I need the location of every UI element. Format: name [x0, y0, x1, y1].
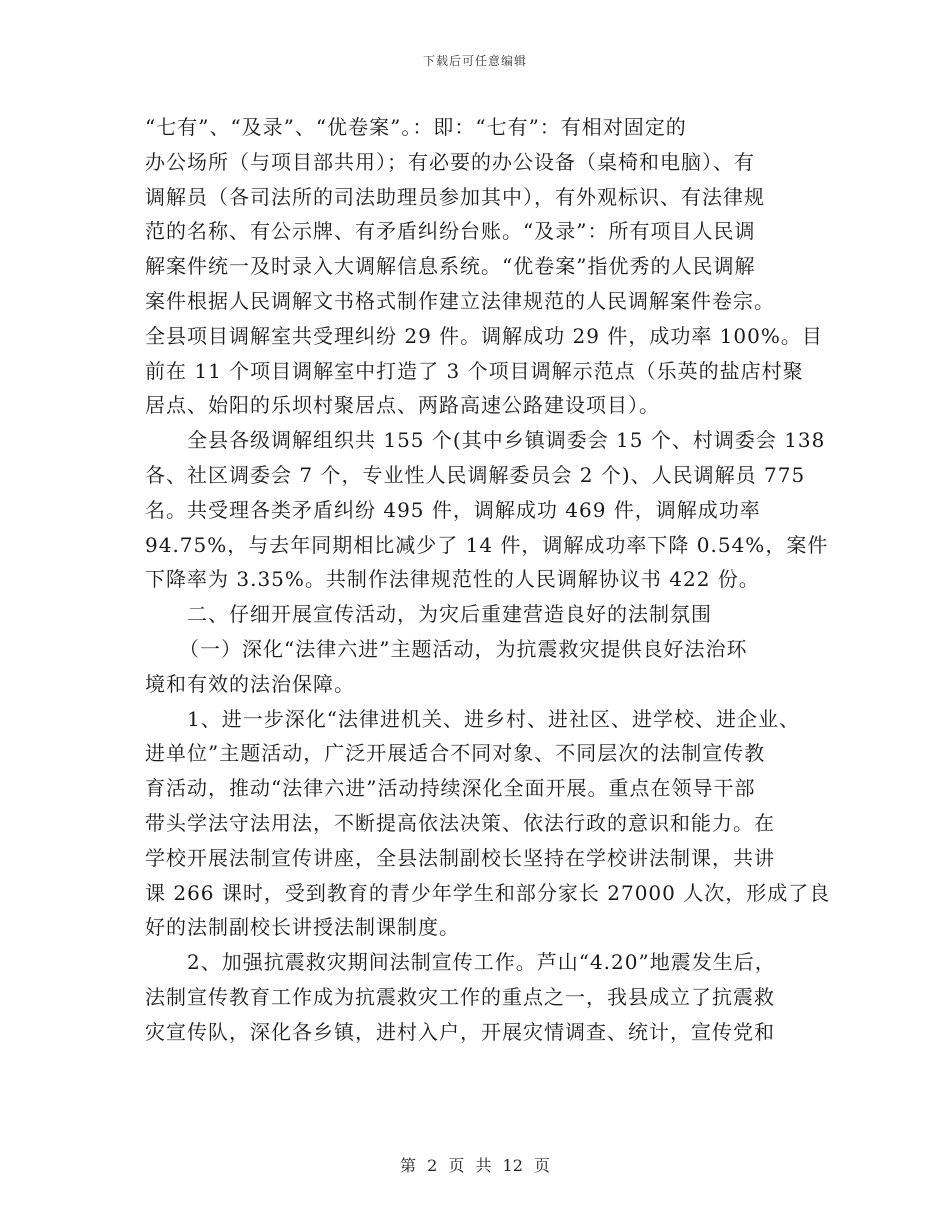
text-line: “七有”、“及录”、“优卷案”。：即：“七有”：有相对固定的: [145, 115, 687, 139]
paragraph-start-line: 1、进一步深化“法律进机关、进乡村、进社区、进学校、进企业、: [187, 706, 800, 731]
subsection-heading: （一）深化“法律六进”主题活动，为抗震救灾提供良好法治环: [179, 636, 748, 661]
text-line: 好的法制副校长讲授法制课制度。: [145, 915, 460, 940]
paragraph-start-line: 2、加强抗震救灾期间法制宣传工作。芦山“4.20”地震发生后，: [187, 950, 776, 975]
text-line: 名。共受理各类矛盾纠纷 495 件，调解成功 469 件，调解成功率: [145, 497, 761, 522]
text-line: 94.75%，与去年同期相比减少了 14 件，调解成功率下降 0.54%，案件: [145, 532, 829, 557]
text-line: 办公场所（与项目部共用）；有必要的办公设备（桌椅和电脑）、有: [145, 149, 755, 174]
text-line: 案件根据人民调解文书格式制作建立法律规范的人民调解案件卷宗。: [145, 288, 775, 313]
text-line: 调解员（各司法所的司法助理员参加其中），有外观标识、有法律规: [145, 184, 765, 209]
text-line: 居点、始阳的乐坝村聚居点、两路高速公路建设项目）。: [145, 393, 660, 418]
page-number-footer: 第 2 页 共 12 页: [400, 1156, 550, 1175]
text-line: 境和有效的法治保障。: [145, 671, 355, 696]
section-heading: 二、仔细开展宣传活动，为灾后重建营造良好的法制氛围: [187, 602, 712, 627]
text-line: 育活动，推动“法律六进”活动持续深化全面开展。重点在领导干部: [145, 776, 756, 801]
text-line: 全县项目调解室共受理纠纷 29 件。调解成功 29 件，成功率 100%。目: [145, 323, 823, 348]
text-line: 带头学法守法用法，不断提高依法决策、依法行政的意识和能力。在: [145, 810, 775, 835]
text-line: 灾宣传队，深化各乡镇，进村入户，开展灾情调查、统计，宣传党和: [145, 1019, 775, 1044]
text-line: 下降率为 3.35%。共制作法律规范性的人民调解协议书 422 份。: [145, 567, 760, 592]
paragraph-start-line: 全县各级调解组织共 155 个(其中乡镇调委会 15 个、村调委会 138: [187, 428, 826, 453]
text-line: 学校开展法制宣传讲座，全县法制副校长坚持在学校讲法制课，共讲: [145, 845, 775, 870]
text-line: 课 266 课时，受到教育的青少年学生和部分家长 27000 人次，形成了良: [145, 880, 831, 905]
text-line: 进单位”主题活动，广泛开展适合不同对象、不同层次的法制宣传教: [145, 741, 766, 766]
page-header-note: 下载后可任意编辑: [422, 54, 527, 68]
text-line: 解案件统一及时录入大调解信息系统。“优卷案”指优秀的人民调解: [145, 254, 756, 279]
text-line: 各、社区调委会 7 个，专业性人民调解委员会 2 个)、人民调解员 775: [145, 462, 806, 487]
text-line: 法制宣传教育工作成为抗震救灾工作的重点之一，我县成立了抗震救: [145, 984, 775, 1009]
document-body: [145, 110, 831, 1050]
text-line: 范的名称、有公示牌、有矛盾纠纷台账。“及录”：所有项目人民调: [145, 219, 756, 244]
text-line: 前在 11 个项目调解室中打造了 3 个项目调解示范点（乐英的盐店村聚: [145, 358, 804, 383]
